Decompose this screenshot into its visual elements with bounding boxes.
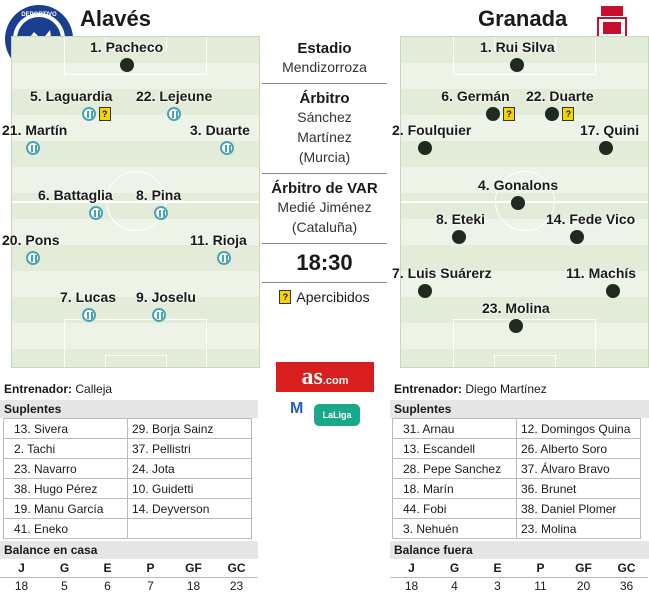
sub-player: 13. Escandell — [393, 439, 517, 459]
away-player — [546, 211, 635, 244]
goalkeeper-marker-icon — [510, 58, 524, 72]
player-name: 23. Molina — [482, 300, 550, 316]
movistar-logo-icon: M — [290, 400, 304, 417]
yellow-card-icon: ? — [503, 107, 515, 121]
player-name: 3. Duarte — [190, 122, 250, 138]
sub-player: 24. Jota — [128, 459, 252, 479]
balance-header: GC — [215, 559, 258, 577]
sub-player: 41. Eneko — [4, 519, 128, 539]
balance-value: 5 — [61, 579, 68, 594]
sub-player: 26. Alberto Soro — [517, 439, 641, 459]
shirt-icon — [82, 308, 96, 322]
sub-row — [4, 499, 252, 519]
balance-header: P — [129, 559, 172, 577]
sub-player: 10. Guidetti — [128, 479, 252, 499]
player-name: 1. Rui Silva — [480, 39, 555, 55]
balance-value: 23 — [229, 579, 244, 594]
player-dot-icon — [599, 141, 613, 155]
balance-header: J — [390, 559, 433, 577]
booked-legend — [262, 289, 387, 305]
balance-header: GC — [605, 559, 648, 577]
sub-row — [4, 439, 252, 459]
player-name: 4. Gonalons — [478, 177, 559, 193]
away-team-name: Granada — [478, 6, 568, 31]
balance-value: 36 — [619, 579, 634, 594]
sub-row — [4, 519, 252, 539]
stadium-title: Estadio — [297, 40, 352, 57]
player-name: 1. Pacheco — [90, 39, 164, 55]
home-player — [2, 232, 60, 265]
sub-player: 19. Manu García — [4, 499, 128, 519]
shirt-icon — [167, 107, 181, 121]
balance-header: GF — [172, 559, 215, 577]
home-balance-header: Balance en casa — [0, 541, 258, 559]
sub-row — [393, 439, 641, 459]
home-player — [136, 88, 212, 121]
balance-header: J — [0, 559, 43, 577]
player-dot-icon — [486, 107, 500, 121]
goalkeeper-marker-icon — [120, 58, 134, 72]
sub-row — [393, 499, 641, 519]
sub-player: 23. Molina — [517, 519, 641, 539]
away-subs-header: Suplentes — [390, 400, 649, 418]
shirt-icon — [26, 251, 40, 265]
away-player — [436, 88, 515, 121]
balance-header: P — [519, 559, 562, 577]
player-name: 17. Quini — [580, 122, 640, 138]
yellow-card-icon: ? — [562, 107, 574, 121]
balance-value: 7 — [147, 579, 154, 594]
balance-value: 18 — [404, 579, 419, 594]
player-name: 2. Foulquier — [392, 122, 472, 138]
player-name: 8. Eteki — [436, 211, 486, 227]
yellow-card-icon: ? — [99, 107, 111, 121]
balance-header: G — [43, 559, 86, 577]
player-dot-icon — [511, 196, 525, 210]
sub-player: 23. Navarro — [4, 459, 128, 479]
sub-player: 28. Pepe Sanchez — [393, 459, 517, 479]
player-name: 9. Joselu — [136, 289, 196, 305]
stadium-value: Mendizorroza — [282, 59, 367, 75]
player-name: 6. Battaglia — [38, 187, 113, 203]
sub-player: 44. Fobi — [393, 499, 517, 519]
home-subs-header: Suplentes — [0, 400, 258, 418]
var-value: Medié Jiménez (Cataluña) — [277, 199, 372, 235]
player-dot-icon — [570, 230, 584, 244]
sub-row — [4, 459, 252, 479]
balance-header: E — [476, 559, 519, 577]
home-player — [136, 289, 196, 322]
away-player-gk — [480, 39, 555, 72]
booked-label: Apercibidos — [296, 289, 370, 305]
sub-player: 38. Daniel Plomer — [517, 499, 641, 519]
sub-player: 2. Tachi — [4, 439, 128, 459]
player-dot-icon — [509, 319, 523, 333]
home-player — [136, 187, 181, 220]
home-player — [2, 122, 67, 155]
away-balance-table — [390, 559, 648, 595]
away-player — [580, 122, 639, 155]
sub-player: 31. Arnau — [393, 419, 517, 439]
sub-player: 18. Marín — [393, 479, 517, 499]
sub-row — [4, 479, 252, 499]
shirt-icon — [154, 206, 168, 220]
kickoff-time: 18:30 — [296, 250, 353, 275]
player-dot-icon — [452, 230, 466, 244]
shirt-icon — [89, 206, 103, 220]
away-player — [566, 265, 636, 298]
referee-value: Sánchez Martínez (Murcia) — [297, 109, 352, 165]
shirt-icon — [217, 251, 231, 265]
player-name: 7. Lucas — [60, 289, 117, 305]
sub-player: 3. Nehuén — [393, 519, 517, 539]
away-coach: Entrenador: Diego Martínez — [394, 382, 547, 396]
balance-value: 4 — [451, 579, 458, 594]
referee-title: Árbitro — [299, 90, 350, 107]
balance-value: 11 — [534, 579, 547, 594]
shirt-icon — [26, 141, 40, 155]
sub-row — [4, 419, 252, 439]
sub-player: 38. Hugo Pérez — [4, 479, 128, 499]
home-player — [190, 232, 247, 265]
player-name: 20. Pons — [2, 232, 60, 248]
player-name: 21. Martín — [2, 122, 68, 138]
sub-player: 14. Deyverson — [128, 499, 252, 519]
player-name: 22. Lejeune — [136, 88, 213, 104]
balance-header: GF — [562, 559, 605, 577]
player-name: 22. Duarte — [526, 88, 594, 104]
away-player — [392, 265, 492, 298]
balance-header: E — [86, 559, 129, 577]
balance-value: 3 — [494, 579, 501, 594]
player-name: 14. Fede Vico — [546, 211, 636, 227]
away-player — [436, 211, 485, 244]
player-name: 5. Laguardia — [30, 88, 113, 104]
away-subs-table — [392, 418, 641, 539]
player-dot-icon — [606, 284, 620, 298]
svg-text:DEPORTIVO: DEPORTIVO — [21, 12, 57, 18]
sub-row — [393, 459, 641, 479]
var-title: Árbitro de VAR — [271, 180, 378, 197]
sub-player: 13. Sivera — [4, 419, 128, 439]
away-balance-header: Balance fuera — [390, 541, 649, 559]
home-player — [30, 88, 112, 121]
home-player — [60, 289, 116, 322]
player-dot-icon — [418, 141, 432, 155]
home-player-gk — [90, 39, 163, 72]
balance-value: 18 — [186, 579, 201, 594]
shirt-icon — [82, 107, 96, 121]
home-coach: Entrenador: Calleja — [4, 382, 113, 396]
player-name: 8. Pina — [136, 187, 182, 203]
home-subs-table — [3, 418, 252, 539]
home-player — [38, 187, 113, 220]
sub-player: 36. Brunet — [517, 479, 641, 499]
sub-player: 12. Domingos Quina — [517, 419, 641, 439]
player-name: 7. Luis Suárerz — [392, 265, 492, 281]
yellow-card-icon: ? — [279, 290, 291, 304]
sub-row — [393, 519, 641, 539]
as-logo: as.com — [276, 362, 374, 392]
away-player — [478, 177, 558, 210]
balance-header: G — [433, 559, 476, 577]
balance-value: 20 — [576, 579, 591, 594]
laliga-logo: LaLiga — [314, 404, 360, 426]
sub-player: 37. Álvaro Bravo — [517, 459, 641, 479]
sub-player — [128, 519, 252, 539]
home-player — [190, 122, 250, 155]
shirt-icon — [152, 308, 166, 322]
sub-player: 29. Borja Sainz — [128, 419, 252, 439]
match-info — [262, 36, 387, 305]
shirt-icon — [220, 141, 234, 155]
home-balance-table — [0, 559, 258, 595]
player-name: 11. Rioja — [190, 232, 247, 248]
home-team-name: Alavés — [80, 6, 151, 31]
away-player — [482, 300, 550, 333]
away-player — [392, 122, 471, 155]
player-dot-icon — [418, 284, 432, 298]
sub-row — [393, 479, 641, 499]
sub-row — [393, 419, 641, 439]
player-name: 6. Germán — [441, 88, 510, 104]
player-dot-icon — [545, 107, 559, 121]
away-player — [526, 88, 594, 121]
balance-value: 6 — [104, 579, 111, 594]
player-name: 11. Machís — [566, 265, 637, 281]
balance-value: 18 — [14, 579, 29, 594]
sub-player: 37. Pellistri — [128, 439, 252, 459]
